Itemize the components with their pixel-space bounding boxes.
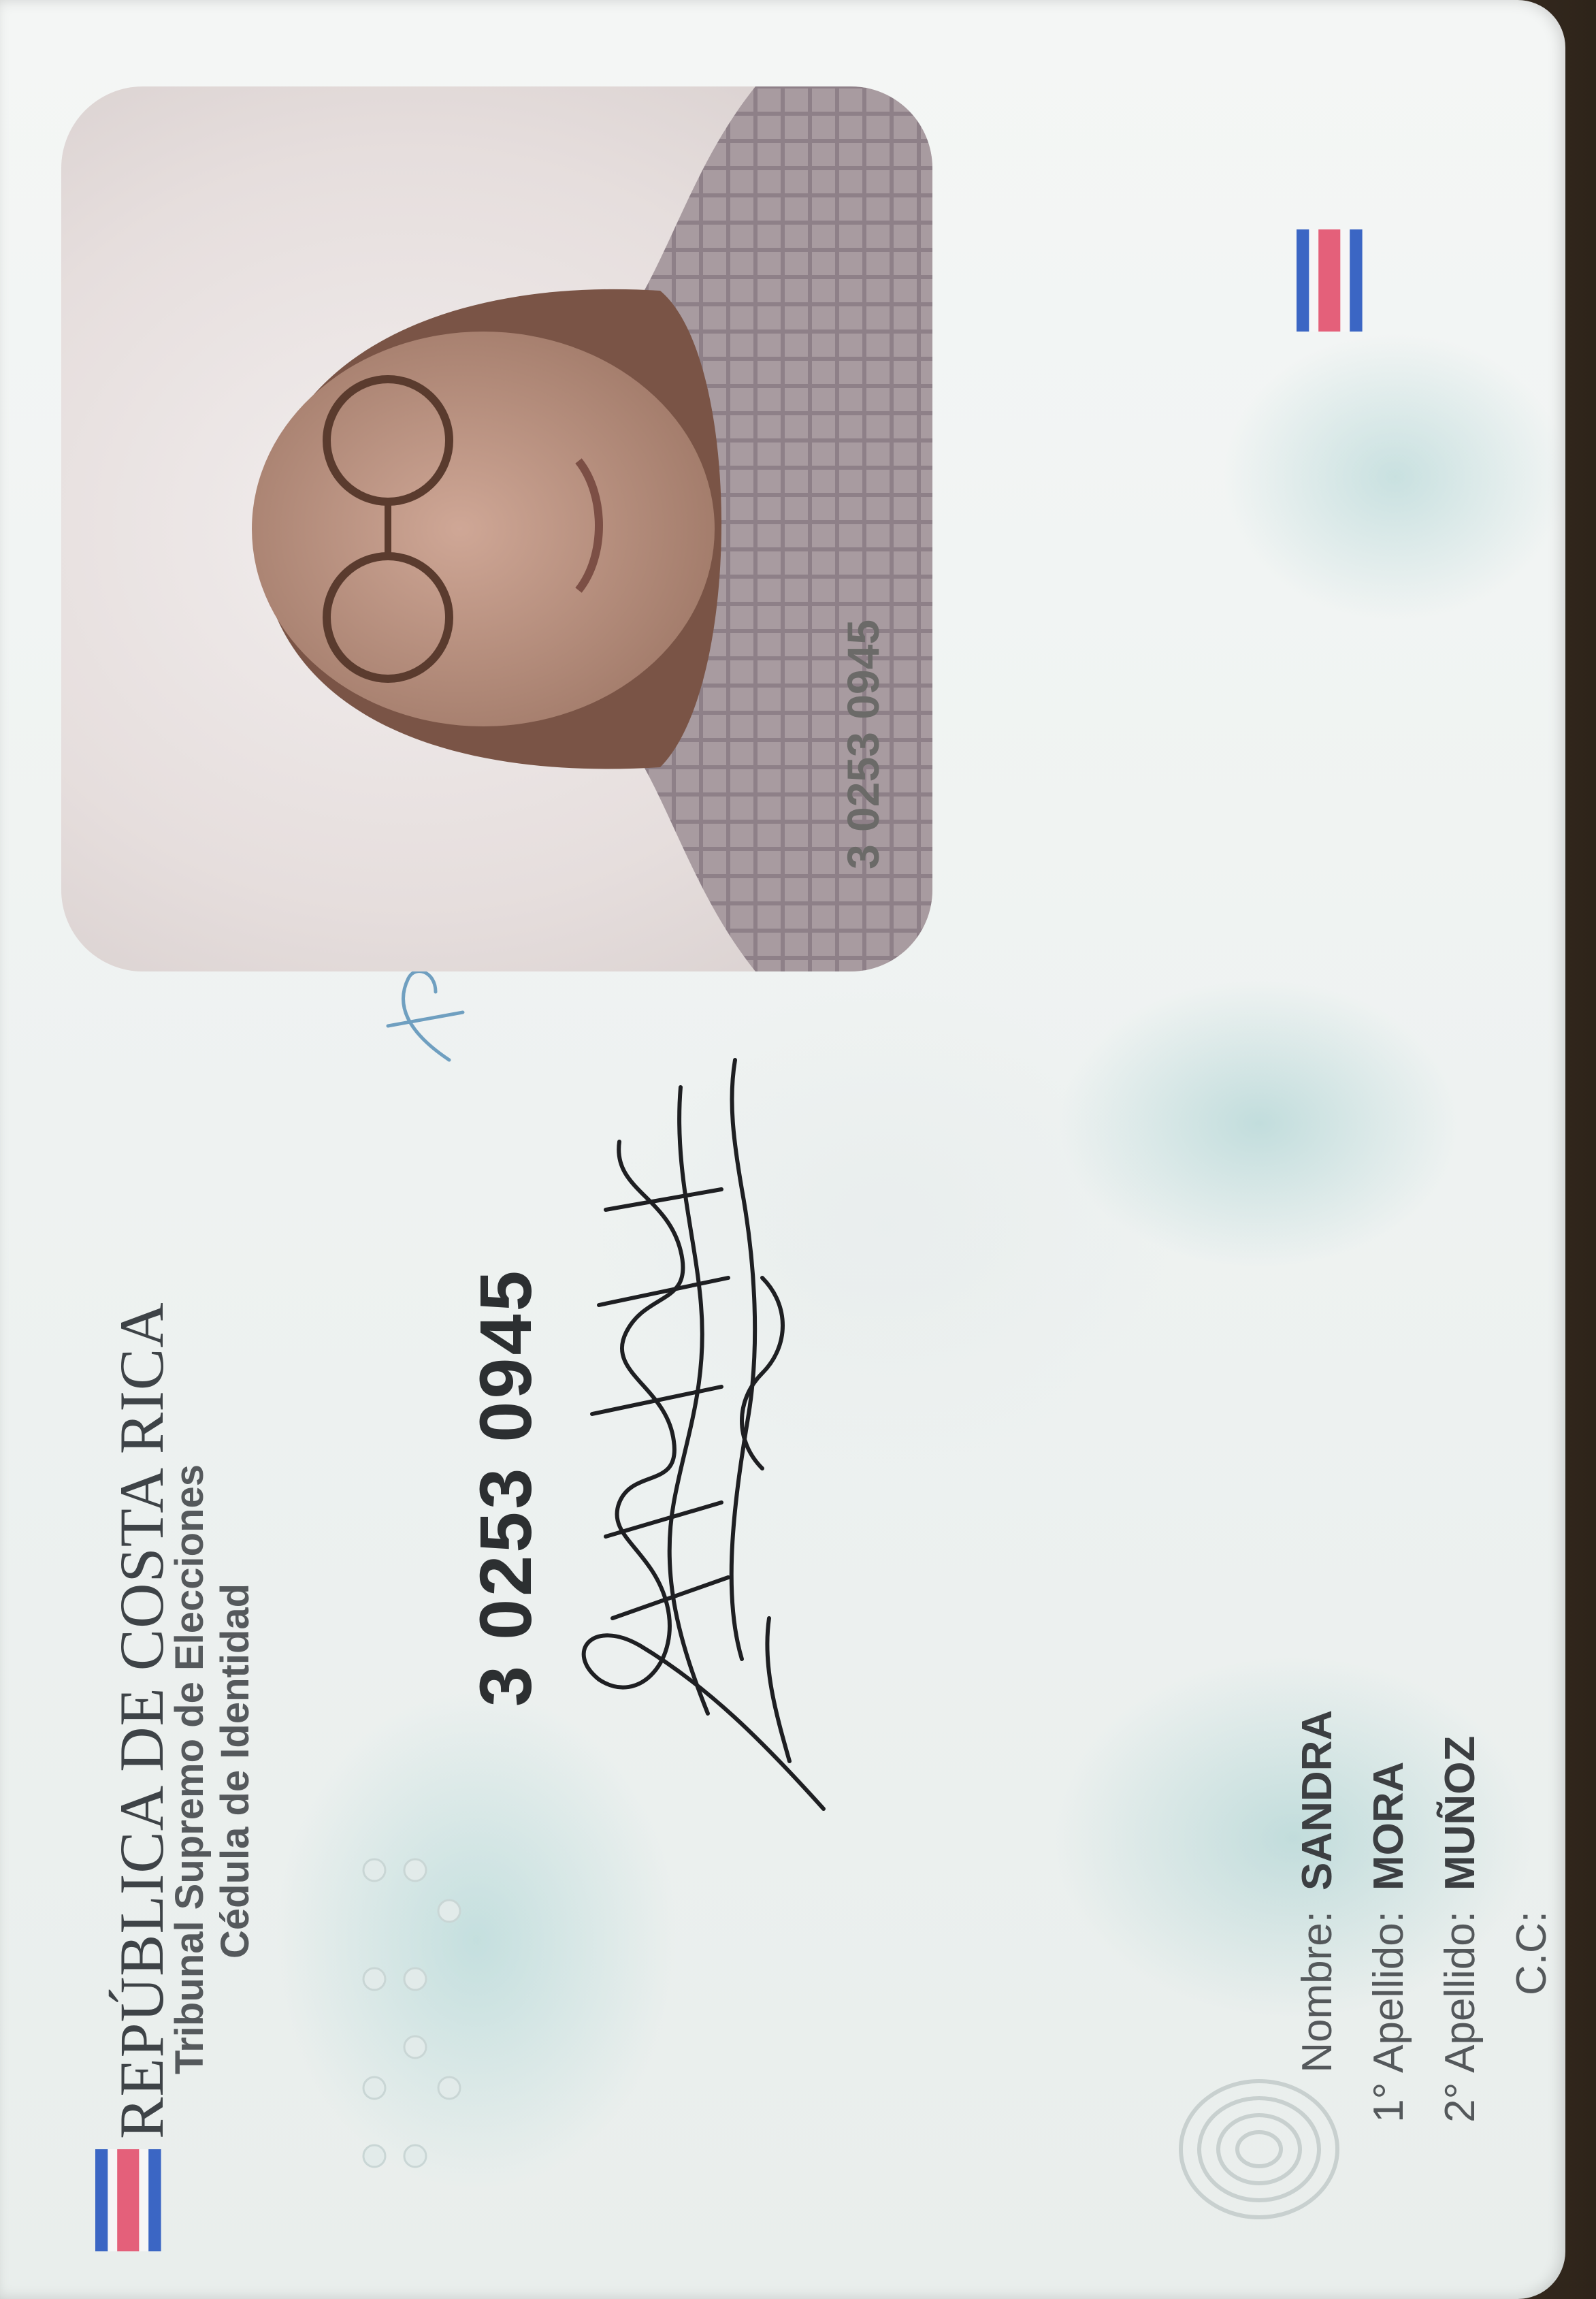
apellido2-label: 2° Apellido: (1437, 1911, 1484, 2123)
fingerprint-icon (1171, 2068, 1348, 2231)
costa-rica-flag-icon (95, 2149, 161, 2251)
apellido1-label: 1° Apellido: (1365, 1911, 1412, 2123)
apellido1-value: MORA (1365, 1761, 1412, 1891)
cc-label: C.C: (1508, 1911, 1555, 1995)
id-number: 3 0253 0945 (464, 1268, 547, 1707)
document-type: Cédula de Identidad (213, 1583, 257, 1959)
costa-rica-flag-icon-right (1297, 229, 1363, 332)
nombre-value: SANDRA (1294, 1709, 1341, 1891)
nombre-label: Nombre: (1294, 1911, 1341, 2073)
apellido2-value: MUÑOZ (1437, 1735, 1484, 1891)
country-title: REPÚBLICA DE COSTA RICA (107, 1302, 176, 2139)
handwritten-signature (504, 1040, 858, 1822)
tactile-dots-icon (354, 1829, 470, 2170)
photo-id-overlay: 3 0253 0945 (838, 619, 888, 869)
holder-photo (61, 86, 932, 971)
issuing-authority: Tribunal Supremo de Elecciones (167, 1464, 212, 2074)
